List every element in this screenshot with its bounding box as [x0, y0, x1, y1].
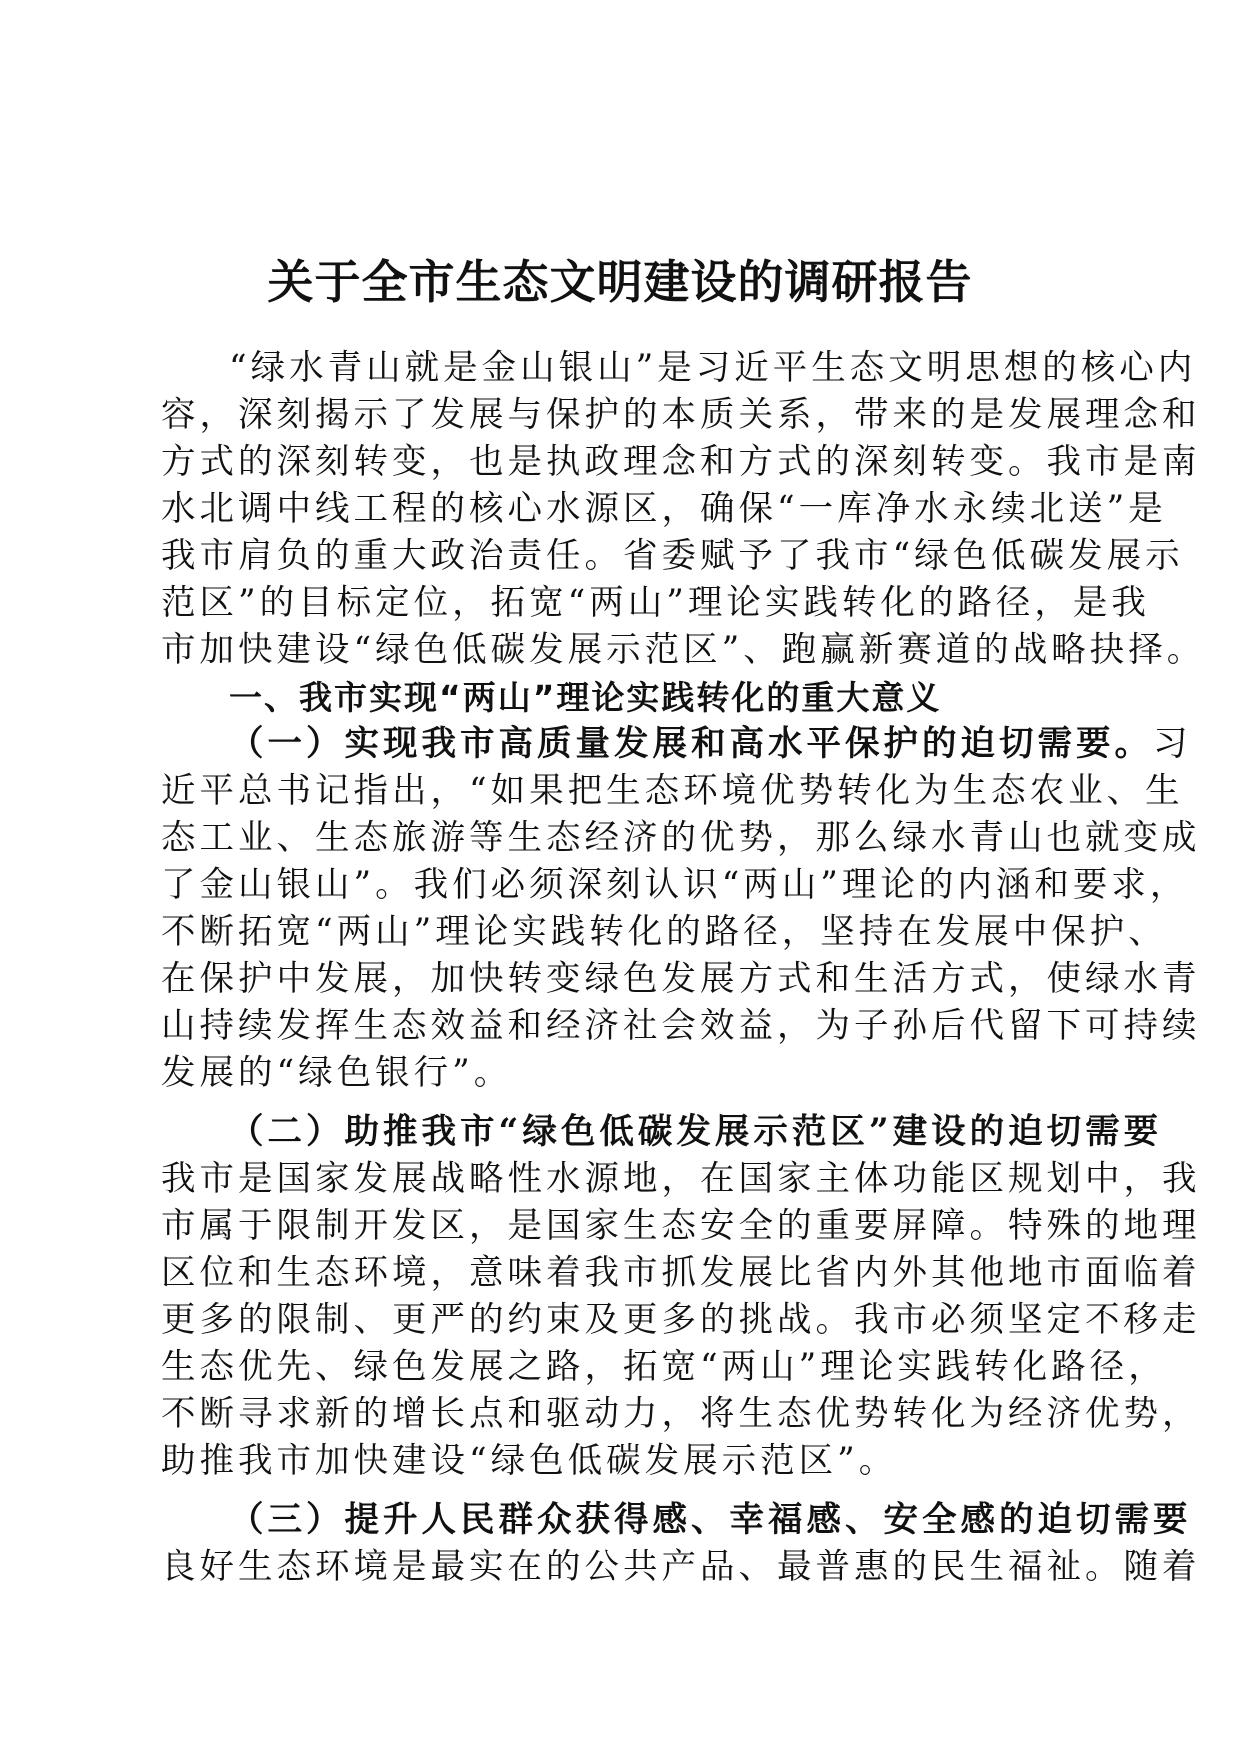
document-title: 关于全市生态文明建设的调研报告 — [267, 255, 973, 309]
paragraph-line: “绿水青山就是金山银山”是习近平生态文明思想的核心内 — [229, 348, 1197, 388]
subsection-line — [229, 721, 1192, 768]
paragraph-line: 水北调中线工程的核心水源区，确保“一库净水永续北送”是 — [161, 489, 1167, 529]
paragraph-line: 不断拓宽“两山”理论实践转化的路径，坚持在发展中保护、 — [161, 912, 1167, 952]
paragraph-line: 在保护中发展，加快转变绿色发展方式和生活方式，使绿水青 — [161, 959, 1201, 999]
paragraph-line: 区位和生态环境，意味着我市抓发展比省内外其他地市面临着 — [161, 1253, 1201, 1293]
paragraph-line: 山持续发挥生态效益和经济社会效益，为子孙后代留下可持续 — [161, 1006, 1201, 1046]
paragraph-line: 了金山银山”。我们必须深刻认识“两山”理论的内涵和要求， — [161, 865, 1189, 905]
paragraph-line: 更多的限制、更严的约束及更多的挑战。我市必须坚定不移走 — [161, 1300, 1201, 1340]
paragraph-line: 市属于限制开发区，是国家生态安全的重要屏障。特殊的地理 — [161, 1206, 1201, 1246]
paragraph-line: 近平总书记指出，“如果把生态环境优势转化为生态农业、生 — [161, 771, 1184, 811]
paragraph-text: 习 — [1153, 724, 1192, 764]
subsection-heading: （一）实现我市高质量发展和高水平保护的迫切需要。 — [229, 724, 1153, 764]
paragraph-line: 容，深刻揭示了发展与保护的本质关系，带来的是发展理念和 — [161, 395, 1201, 435]
paragraph-line: 市加快建设“绿色低碳发展示范区”、跑赢新赛道的战略抉择。 — [161, 630, 1206, 670]
paragraph-line: 生态优先、绿色发展之路，拓宽“两山”理论实践转化路径， — [161, 1347, 1167, 1387]
paragraph-line: 态工业、生态旅游等生态经济的优势，那么绿水青山也就变成 — [161, 818, 1201, 858]
subsection-heading: （二）助推我市“绿色低碳发展示范区”建设的迫切需要 — [229, 1112, 1163, 1152]
paragraph-line: 不断寻求新的增长点和驱动力，将生态优势转化为经济优势， — [161, 1394, 1201, 1434]
paragraph-line: 助推我市加快建设“绿色低碳发展示范区”。 — [161, 1441, 898, 1481]
section-heading: 一、我市实现“两山”理论实践转化的重大意义 — [229, 678, 942, 717]
subsection-heading: （三）提升人民群众获得感、幸福感、安全感的迫切需要 — [229, 1500, 1192, 1540]
paragraph-line: 我市肩负的重大政治责任。省委赋予了我市“绿色低碳发展示 — [161, 536, 1184, 576]
paragraph-line: 我市是国家发展战略性水源地，在国家主体功能区规划中，我 — [161, 1159, 1201, 1199]
paragraph-line: 范区”的目标定位，拓宽“两山”理论实践转化的路径，是我 — [161, 583, 1150, 623]
paragraph-line: 良好生态环境是最实在的公共产品、最普惠的民生福祉。随着 — [161, 1547, 1201, 1587]
paragraph-line: 方式的深刻转变，也是执政理念和方式的深刻转变。我市是南 — [161, 442, 1201, 482]
paragraph-line: 发展的“绿色银行”。 — [161, 1053, 513, 1093]
